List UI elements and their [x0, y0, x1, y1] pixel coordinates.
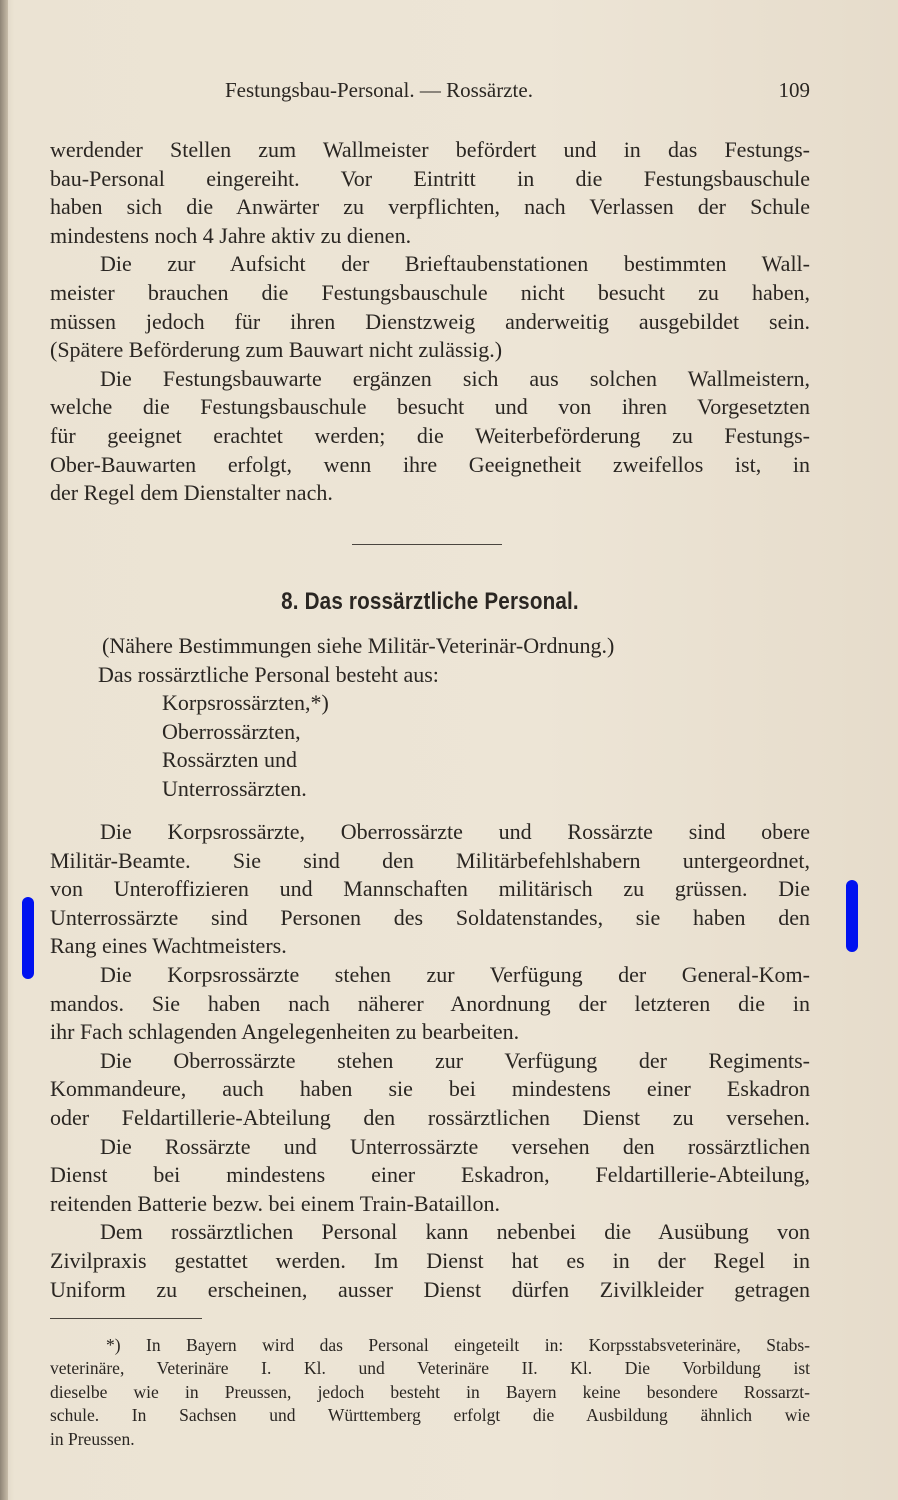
text-line: reitenden Batterie bezw. bei einem Train-Bataillon. — [50, 1190, 501, 1216]
text-line: Ober-Bauwarten erfolgt, wenn ihre Geeignetheit zweifellos ist, in — [50, 451, 810, 477]
text-line: mandos. Sie haben nach näherer Anordnung der letzteren die in — [50, 990, 810, 1016]
text-line: der Regel dem Dienstalter nach. — [50, 480, 333, 506]
text-line: müssen jedoch für ihren Dienstzweig anderweitig ausgebildet sein. — [50, 308, 810, 334]
text-line: Die Rossärzte und Unterrossärzte versehen den rossärztlichen — [100, 1133, 810, 1159]
text-line: oder Feldartillerie-Abteilung den rossärztlichen Dienst zu versehen. — [50, 1104, 810, 1130]
text-line: welche die Festungsbauschule besucht und von ihren Vorgesetzten — [50, 394, 810, 420]
text-line: meister brauchen die Festungsbauschule nicht besucht zu haben, — [50, 279, 810, 305]
section-heading: 8. Das rossärztliche Personal. — [281, 588, 579, 615]
page-binding-edge — [0, 0, 8, 1500]
text-line: Uniform zu erscheinen, ausser Dienst dürfen Zivilkleider getragen — [50, 1276, 810, 1302]
text-line: Die Korpsrossärzte, Oberrossärzte und Rossärzte sind obere — [100, 819, 810, 844]
footnote-line: veterinäre, Veterinäre I. Kl. und Veterinäre II. Kl. Die Vorbildung ist — [50, 1358, 810, 1379]
footnote-line: dieselbe wie in Preussen, jedoch besteht in Bayern keine besondere Rossarzt- — [50, 1381, 810, 1402]
text-line: von Unteroffizieren und Mannschaften militärisch zu grüssen. Die — [50, 876, 810, 902]
intro-paragraphs — [50, 136, 810, 508]
text-line: ihr Fach schlagenden Angelegenheiten zu bearbeiten. — [50, 1019, 520, 1045]
section-divider — [352, 544, 502, 545]
footnote-line: schule. In Sachsen und Württemberg erfolgt die Ausbildung ähnlich wie — [50, 1405, 810, 1426]
section-intro — [50, 632, 810, 804]
section-note: (Nähere Bestimmungen siehe Militär-Veterinär-Ordnung.) — [102, 633, 615, 658]
text-line: (Spätere Beförderung zum Bauwart nicht zulässig.) — [50, 337, 503, 363]
page-number: 109 — [778, 78, 810, 102]
running-head-title: Festungsbau-Personal. — Rossärzte. — [225, 78, 533, 102]
text-line: Die zur Aufsicht der Brieftaubenstationen bestimmten Wall- — [100, 251, 810, 277]
text-line: Rang eines Wachtmeisters. — [50, 933, 287, 959]
text-line: Die Korpsrossärzte stehen zur Verfügung der General-Kom- — [100, 961, 810, 987]
text-line: Zivilpraxis gestattet werden. Im Dienst hat es in der Regel in — [50, 1247, 810, 1273]
right-highlight-marker — [846, 880, 858, 952]
left-highlight-marker — [22, 897, 34, 979]
text-line: mindestens noch 4 Jahre aktiv zu dienen. — [50, 222, 412, 248]
text-line: Dem rossärztlichen Personal kann nebenbei die Ausübung von — [100, 1219, 810, 1245]
footnote-line: in Preussen. — [50, 1428, 135, 1449]
text-line: Die Oberrossärzte stehen zur Verfügung der Regiments- — [100, 1047, 810, 1073]
list-item: Oberrossärzten, — [162, 718, 301, 744]
text-line: werdender Stellen zum Wallmeister befördert und in das Festungs- — [50, 137, 810, 162]
text-line: für geeignet erachtet werden; die Weiterbeförderung zu Festungs- — [50, 422, 810, 448]
running-head — [50, 78, 810, 108]
footnote — [50, 1334, 810, 1451]
footnote-rule — [50, 1318, 202, 1319]
text-line: Dienst bei mindestens einer Eskadron, Feldartillerie-Abteilung, — [50, 1162, 810, 1188]
text-line: Kommandeure, auch haben sie bei mindestens einer Eskadron — [50, 1076, 810, 1102]
footnote-line: *) In Bayern wird das Personal eingeteilt in: Korpsstabsveterinäre, Stabs- — [106, 1335, 810, 1355]
text-line: Unterrossärzte sind Personen des Soldatenstandes, sie haben den — [50, 904, 810, 930]
list-item: Rossärzten und — [162, 747, 298, 773]
list-lead: Das rossärztliche Personal besteht aus: — [98, 661, 439, 687]
text-line: bau-Personal eingereiht. Vor Eintritt in die Festungsbauschule — [50, 165, 810, 191]
list-item: Unterrossärzten. — [162, 775, 307, 801]
list-item: Korpsrossärzten,*) — [162, 690, 329, 716]
text-line: haben sich die Anwärter zu verpflichten, nach Verlassen der Schule — [50, 194, 810, 220]
text-line: Militär-Beamte. Sie sind den Militärbefehlshabern untergeordnet, — [50, 847, 810, 873]
section-body — [50, 818, 810, 1304]
text-line: Die Festungsbauwarte ergänzen sich aus solchen Wallmeistern, — [100, 365, 810, 391]
